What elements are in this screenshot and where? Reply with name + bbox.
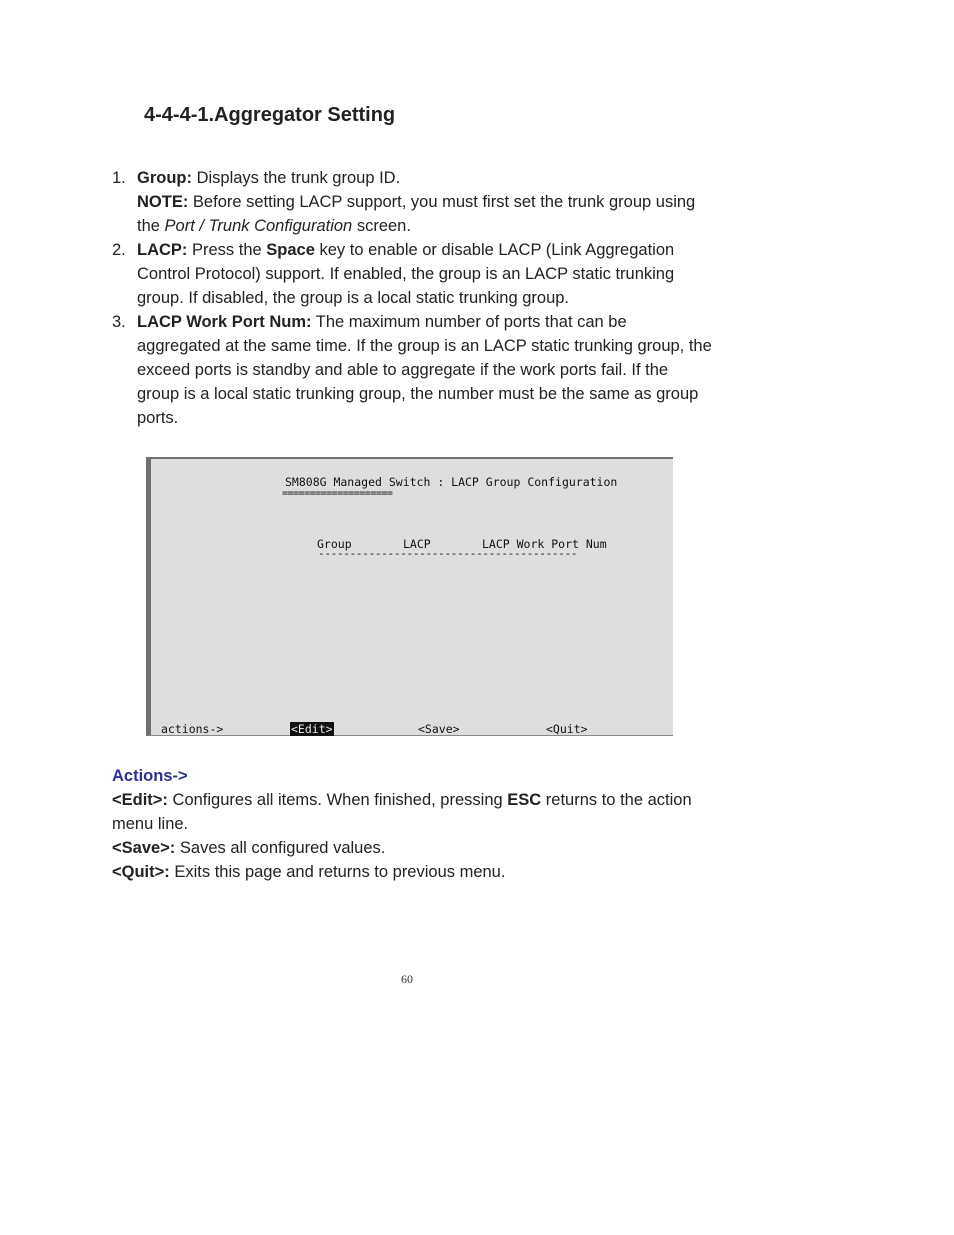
list-item-group [112, 166, 712, 238]
column-header-divider: ----------------------------------------- [318, 547, 578, 560]
actions-section [112, 764, 732, 884]
actions-label: actions-> [161, 722, 224, 736]
quit-action[interactable]: <Quit> [546, 722, 588, 736]
section-heading: 4-4-4-1.Aggregator Setting [144, 104, 396, 126]
field-label: LACP Work Port Num: [137, 313, 312, 331]
page-number: 60 [401, 972, 413, 986]
list-number: 1. [112, 169, 126, 187]
column-header-lacp: LACP [403, 537, 431, 551]
actions-title: Actions-> [112, 767, 188, 785]
terminal-title-underline: ==================== [282, 488, 393, 499]
edit-description: <Edit>: Configures all items. When finished, pressing ESC returns to the action menu line. [112, 791, 692, 833]
field-description-list [112, 166, 712, 430]
save-description: <Save>: Saves all configured values. [112, 839, 386, 857]
list-number: 2. [112, 241, 126, 259]
group-description: Group: Displays the trunk group ID. [137, 169, 401, 187]
column-header-group: Group [317, 537, 352, 551]
list-item-lacp [112, 238, 712, 310]
column-header-work-port-num: LACP Work Port Num [482, 537, 607, 551]
field-label: Group: [137, 169, 192, 187]
lacp-description: LACP: Press the Space key to enable or disable LACP (Link Aggregation Control Protocol) support. If enabled, the group is an LACP static trunking group. If disabled, the group is a local static trunking group. [137, 241, 675, 307]
work-port-description: LACP Work Port Num: The maximum number of ports that can be aggregated at the same time. If the group is an LACP static trunking group, the exceed ports is standby and able to aggregate if the work ports fail. If the group is a local static trunking group, the number must be the same as group ports. [137, 313, 712, 427]
terminal-title: SM808G Managed Switch : LACP Group Configuration [285, 475, 618, 489]
terminal-screenshot [146, 457, 673, 736]
note-paragraph: NOTE: Before setting LACP support, you must first set the trunk group using the Port / Trunk Configuration screen. [137, 193, 696, 235]
list-item-lacp-work-port-num [112, 310, 712, 430]
field-label: LACP: [137, 241, 188, 259]
quit-description: <Quit>: Exits this page and returns to previous menu. [112, 863, 506, 881]
edit-action[interactable]: <Edit> [291, 722, 333, 736]
screen-name: Port / Trunk Configuration [164, 217, 353, 235]
note-label: NOTE: [137, 193, 189, 211]
key-name: ESC [507, 791, 542, 809]
key-name: Space [266, 241, 315, 259]
list-number: 3. [112, 313, 126, 331]
save-action[interactable]: <Save> [418, 722, 460, 736]
